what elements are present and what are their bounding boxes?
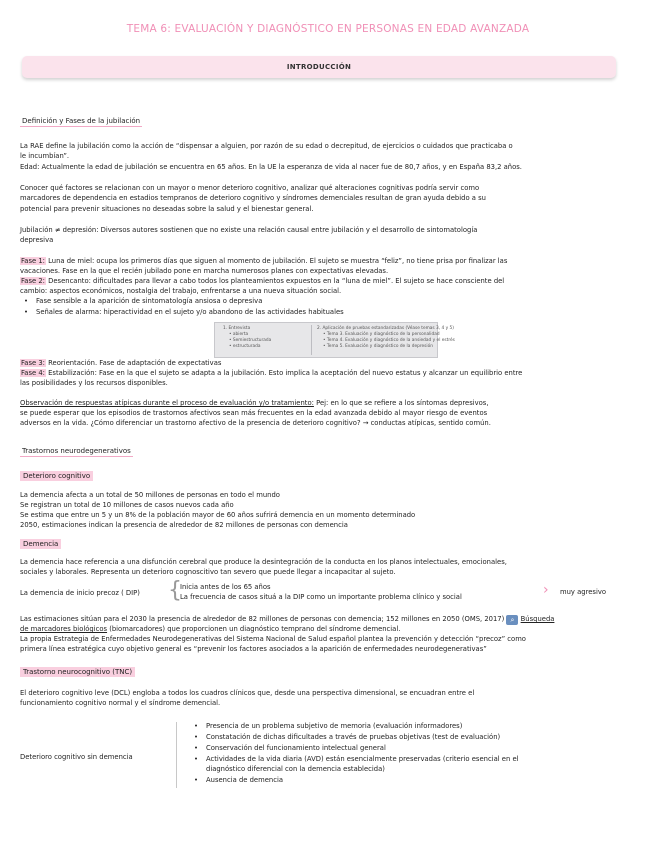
- dsd-item: • Actividades de la vida diaria (AVD) están esencialmente preservadas (criterio esencial en el: [206, 754, 519, 765]
- figure-item: • Tema 4. Evaluación y diagnóstico de la ansiedad y el estrés: [323, 338, 455, 343]
- demencia-def-2: sociales y laborales. Representa un deterioro cognoscitivo tan severo que puede llegar a incapacitar al sujeto.: [20, 568, 396, 576]
- figure-evaluation-steps: [214, 322, 455, 358]
- figure-item: • Semiestructurada: [229, 338, 272, 343]
- dsd-item: • Conservación del funcionamiento intelectual general: [206, 743, 386, 754]
- stat-5-8-porciento: Se estima que entre un 5 y un 8% de la población mayor de 60 años sufrirá demencia en un momento determinado: [20, 511, 416, 519]
- dsd-vertical-line: [176, 722, 177, 788]
- dip-label: La demencia de inicio precoz ( DIP): [20, 589, 140, 597]
- stat-10-millones: Se registran un total de 10 millones de casos nuevos cada año: [20, 501, 234, 509]
- fase-4-label: Fase 4:: [21, 369, 45, 377]
- fase-2-text: Desencanto: dificultades para llevar a cabo todos los planteamientos expuestos en la “luna de miel”. El sujeto se hace consciente del: [48, 277, 505, 285]
- bullet-senales-alarma: • Señales de alarma: hiperactividad en el sujeto y/o abandono de las actividades habituales: [36, 307, 344, 318]
- observacion-text: Pej: en lo que se refiere a los síntomas depresivos,: [313, 399, 489, 407]
- busqueda-link: Búsqueda: [520, 615, 555, 623]
- search-icon: ⌕: [506, 615, 518, 625]
- fase-3: [20, 358, 221, 369]
- subheading-deterioro-cognitivo: Deterioro cognitivo: [20, 471, 93, 481]
- marcadores-link: de marcadores biológicos: [20, 625, 108, 633]
- chevron-right-icon: ›: [543, 582, 549, 598]
- observacion-2: se puede esperar que los episodios de trastornos afectivos sean más frecuentes en la edad avanzada debido al mayor riesgo de eventos: [20, 409, 488, 417]
- fase-1: [20, 256, 507, 267]
- tnc-def-1: El deterioro cognitivo leve (DCL) engloba a todos los cuadros clínicos que, desde una perspectiva dimensional, se encuadran entre el: [20, 689, 475, 697]
- observacion-label: Observación de respuestas atípicas durante el proceso de evaluación y/o tratamiento:: [20, 399, 314, 407]
- demencia-def-1: La demencia hace referencia a una disfunción cerebral que produce la desintegración de la conducta en los planos intelectuales, emocionales,: [20, 558, 507, 566]
- figure-item: • Tema 3. Evaluación y diagnóstico de la personalidad: [323, 332, 440, 337]
- observacion-3: adversos en la vida. ¿Cómo diferenciar un trastorno afectivo de la presencia de deterioro cognitivo? → conductas atípicas, sentido común.: [20, 419, 491, 427]
- figure-item: • estructurada: [229, 344, 261, 349]
- figure-item: 1. Entrevista: [223, 326, 251, 331]
- estimaciones-2-text: (biomarcadores) que proporcionen un diagnóstico temprano del síndrome demencial.: [107, 625, 401, 633]
- dsd-item: • Ausencia de demencia: [206, 775, 283, 786]
- fase-1-text-2: vacaciones. Fase en la que el recién jubilado pone en marcha numerosos planes con expectativas elevadas.: [20, 267, 389, 275]
- page-title: TEMA 6: EVALUACIÓN Y DIAGNÓSTICO EN PERSONAS EN EDAD AVANZADA: [126, 23, 530, 35]
- figure-item: 2. Aplicación de pruebas estandarizadas (Véase temas 3, 4 y 5): [317, 326, 454, 331]
- subheading-demencia: Demencia: [20, 539, 61, 549]
- paragraph-conocer-1: Conocer qué factores se relacionan con un mayor o menor deterioro cognitivo, analizar qué alteraciones cognitivas podría servir como: [20, 184, 480, 192]
- paragraph-conocer-3: potencial para prevenir situaciones no deseadas sobre la salud y el bienestar general.: [20, 205, 314, 213]
- paragraph-rae-1: La RAE define la jubilación como la acción de “dispensar a alguien, por razón de su edad o decrepitud, de ejercicios o cuidados que practicaba o: [20, 142, 513, 150]
- stat-50-millones: La demencia afecta a un total de 50 millones de personas en todo el mundo: [20, 491, 280, 499]
- estimaciones-text: Las estimaciones sitúan para el 2030 la presencia de alrededor de 82 millones de personas con demencia; 152 millones en 2050 (OMS, 2017): [20, 615, 505, 623]
- dsd-item: • Constatación de dichas dificultades a través de pruebas objetivas (test de evaluación): [206, 732, 500, 743]
- bullet-fase-sensible: • Fase sensible a la aparición de sintomatología ansiosa o depresiva: [36, 296, 262, 307]
- section-heading-neurodegenerativos: Trastornos neurodegenerativos: [22, 447, 131, 455]
- dsd-item: • Presencia de un problema subjetivo de memoria (evaluación informadores): [206, 721, 462, 732]
- estimaciones-1: [20, 614, 554, 625]
- subheading-tnc: Trastorno neurocognitivo (TNC): [20, 667, 135, 677]
- section-heading-jubilacion: Definición y Fases de la jubilación: [22, 117, 141, 125]
- dip-item-1: Inicia antes de los 65 años: [180, 583, 271, 591]
- fase-4: [20, 368, 522, 379]
- paragraph-conocer-2: marcadores de dependencia en estadios tempranos de deterioro cognitivo y síndromes demenciales resultan de gran ayuda debido a su: [20, 194, 486, 202]
- dsd-label: Deterioro cognitivo sin demencia: [20, 753, 133, 761]
- paragraph-rae-2: le incumbían”.: [20, 152, 70, 160]
- fase-4-text-2: las posibilidades y los recursos disponibles.: [20, 379, 168, 387]
- estimaciones-2: [20, 624, 400, 635]
- figure-item: • Tema 5. Evaluación y diagnóstico de la depresión: [323, 344, 433, 349]
- dip-item-2: La frecuencia de casos situá a la DIP como un importante problema clínico y social: [180, 593, 462, 601]
- fase-3-label: Fase 3:: [21, 359, 45, 367]
- figure-right-column: [317, 326, 455, 350]
- paragraph-edad: Edad: Actualmente la edad de jubilación se encuentra en 65 años. En la UE la esperanza de vida al nacer fue de 80,7 años, y en España 83,2 años.: [20, 163, 522, 171]
- fase-2-text-2: cambio: aspectos económicos, nostalgia del trabajo, enfrentarse a una nueva situación social.: [20, 287, 342, 295]
- brace-left-icon: {: [168, 578, 182, 603]
- figure-item: • abierta: [229, 332, 249, 337]
- fase-2-label: Fase 2:: [21, 277, 45, 285]
- observacion-1: [20, 398, 489, 409]
- intro-banner: [22, 56, 616, 78]
- dip-item-3: muy agresivo: [560, 588, 607, 596]
- fase-4-text: Estabilización: Fase en la que el sujeto se adapta a la jubilación. Esto implica la aceptación del nuevo estatus y alcanzar un equilibrio entre: [48, 369, 523, 377]
- estrategia-2: primera línea estratégica cuyo objetivo general es “prevenir los factores asociados a la aparición de enfermedades neurodegenerativas”: [20, 645, 487, 653]
- fase-2: [20, 276, 504, 287]
- fase-1-label: Fase 1:: [21, 257, 45, 265]
- paragraph-depresion-1: Jubilación ≠ depresión: Diversos autores sostienen que no existe una relación causal entre jubilación y el desarrollo de sintomatología: [20, 226, 478, 234]
- fase-1-text: Luna de miel: ocupa los primeros días que siguen al momento de jubilación. El sujeto se muestra “feliz”, no tiene prisa por finalizar las: [48, 257, 508, 265]
- paragraph-depresion-2: depresiva: [20, 236, 54, 244]
- figure-left-column: [223, 326, 271, 350]
- stat-2050: 2050, estimaciones indican la presencia de alrededor de 82 millones de personas con demencia: [20, 521, 348, 529]
- dsd-item-continued: diagnóstico diferencial con la demencia establecida): [206, 765, 385, 773]
- tnc-def-2: funcionamiento cognitivo normal y el síndrome demencial.: [20, 699, 221, 707]
- figure-divider: [311, 325, 312, 355]
- estrategia-1: La propia Estrategia de Enfermedades Neurodegenerativas del Sistema Nacional de Salud español plantea la prevención y detección “precoz” como: [20, 635, 526, 643]
- intro-label: INTRODUCCIÓN: [286, 63, 352, 71]
- fase-3-text: Reorientación. Fase de adaptación de expectativas: [48, 359, 222, 367]
